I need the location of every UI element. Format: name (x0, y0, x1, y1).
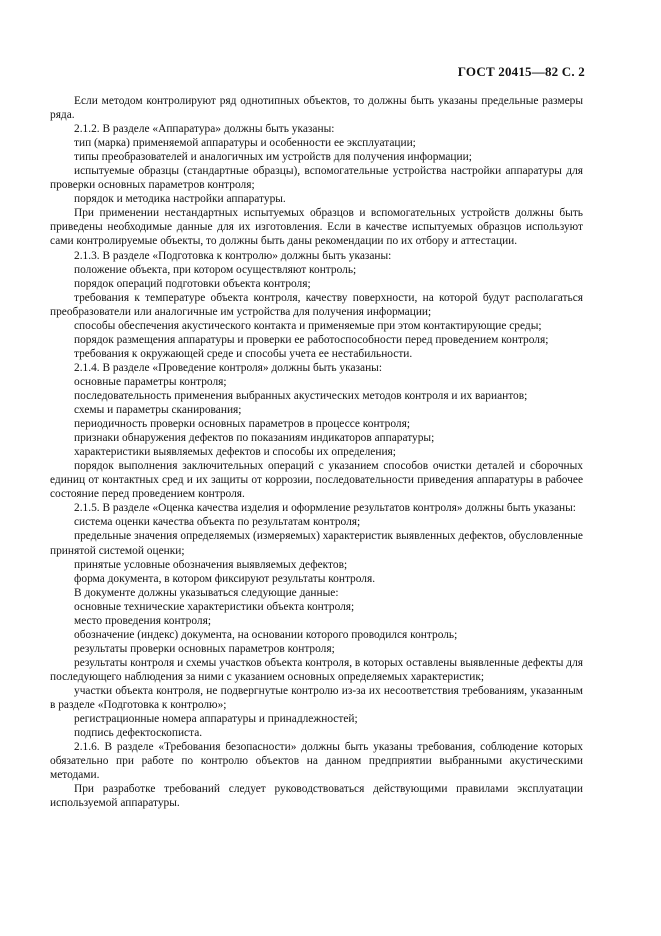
paragraph: периодичность проверки основных параметров в процессе контроля; (74, 418, 410, 431)
paragraph: 2.1.6. В разделе «Требования безопасности» должны быть указаны требования, соблюдение которых обязательно при работе по контролю объектов на данном предприятии выбранными акустическими методами. (50, 741, 583, 782)
paragraph: 2.1.3. В разделе «Подготовка к контролю» должны быть указаны: (74, 249, 392, 262)
paragraph: подпись дефектоскописта. (74, 727, 203, 740)
paragraph: основные параметры контроля; (74, 375, 227, 388)
paragraph: порядок размещения аппаратуры и проверки ее работоспособности перед проведением контроля; (74, 333, 549, 346)
paragraph: Если методом контролируют ряд однотипных объектов, то должны быть указаны предельные размеры ряда. (50, 95, 583, 122)
paragraph: 2.1.2. В разделе «Аппаратура» должны быть указаны: (74, 123, 335, 136)
paragraph: регистрационные номера аппаратуры и принадлежностей; (74, 713, 358, 726)
paragraph: принятые условные обозначения выявляемых дефектов; (74, 558, 348, 571)
paragraph: тип (марка) применяемой аппаратуры и особенности ее эксплуатации; (74, 137, 416, 150)
paragraph: При разработке требований следует руководствоваться действующими правилами эксплуатации используемой аппаратуры. (50, 783, 583, 810)
paragraph: система оценки качества объекта по результатам контроля; (74, 516, 361, 529)
paragraph: форма документа, в котором фиксируют результаты контроля. (74, 572, 376, 585)
paragraph: При применении нестандартных испытуемых образцов и вспомогательных устройств должны быть приведены необходимые данные для их изготовления. Если в качестве испытуемых образцов используют сами контролируемые объекты, то должны быть даны рекомендации по их отбору и аттестации. (50, 207, 583, 248)
paragraph: способы обеспечения акустического контакта и применяемые при этом контактирующие среды; (74, 319, 542, 332)
paragraph: требования к температуре объекта контроля, качеству поверхности, на которой будут располагаться преобразователи или аналогичные им устройства для получения информации; (50, 291, 583, 318)
paragraph: результаты контроля и схемы участков объекта контроля, в которых оставлены выявленные дефекты для последующего наблюдения за ними с указанием основных определяемых характеристик; (50, 656, 583, 683)
paragraph: порядок операций подготовки объекта контроля; (74, 277, 311, 290)
paragraph: признаки обнаружения дефектов по показаниям индикаторов аппаратуры; (74, 432, 435, 445)
paragraph: результаты проверки основных параметров контроля; (74, 642, 335, 655)
paragraph: последовательность применения выбранных акустических методов контроля и их вариантов; (74, 389, 528, 402)
paragraph: положение объекта, при котором осуществляют контроль; (74, 263, 357, 276)
paragraph: В документе должны указываться следующие данные: (74, 586, 339, 599)
paragraph: обозначение (индекс) документа, на основании которого проводился контроль; (74, 628, 458, 641)
paragraph: характеристики выявляемых дефектов и способы их определения; (74, 446, 396, 459)
paragraph: 2.1.5. В разделе «Оценка качества изделия и оформление результатов контроля» должны быть указаны: (74, 502, 576, 515)
page-header: ГОСТ 20415—82 С. 2 (457, 64, 585, 79)
paragraph: участки объекта контроля, не подвергнутые контролю из-за их несоответствия требованиям, указанным в разделе «Подготовка к контролю»; (50, 684, 583, 712)
paragraph: основные технические характеристики объекта контроля; (74, 600, 355, 613)
document-body (50, 94, 583, 810)
paragraph: 2.1.4. В разделе «Проведение контроля» должны быть указаны: (74, 361, 382, 374)
paragraph: схемы и параметры сканирования; (74, 404, 242, 417)
paragraph: предельные значения определяемых (измеряемых) характеристик выявленных дефектов, обусловленные принятой системой оценки; (50, 530, 583, 557)
paragraph: испытуемые образцы (стандартные образцы), вспомогательные устройства настройки аппаратуры для проверки основных параметров контроля; (50, 165, 583, 192)
paragraph: порядок и методика настройки аппаратуры. (74, 193, 286, 206)
paragraph: типы преобразователей и аналогичных им устройств для получения информации; (74, 151, 472, 164)
paragraph: место проведения контроля; (74, 614, 211, 627)
paragraph: требования к окружающей среде и способы учета ее нестабильности. (74, 347, 413, 360)
paragraph: порядок выполнения заключительных операций с указанием способов очистки деталей и сборочных единиц от контактных сред и их защиты от коррозии, последовательности приведения аппаратуры в рабочее состояние перед проведением контроля. (50, 460, 583, 501)
